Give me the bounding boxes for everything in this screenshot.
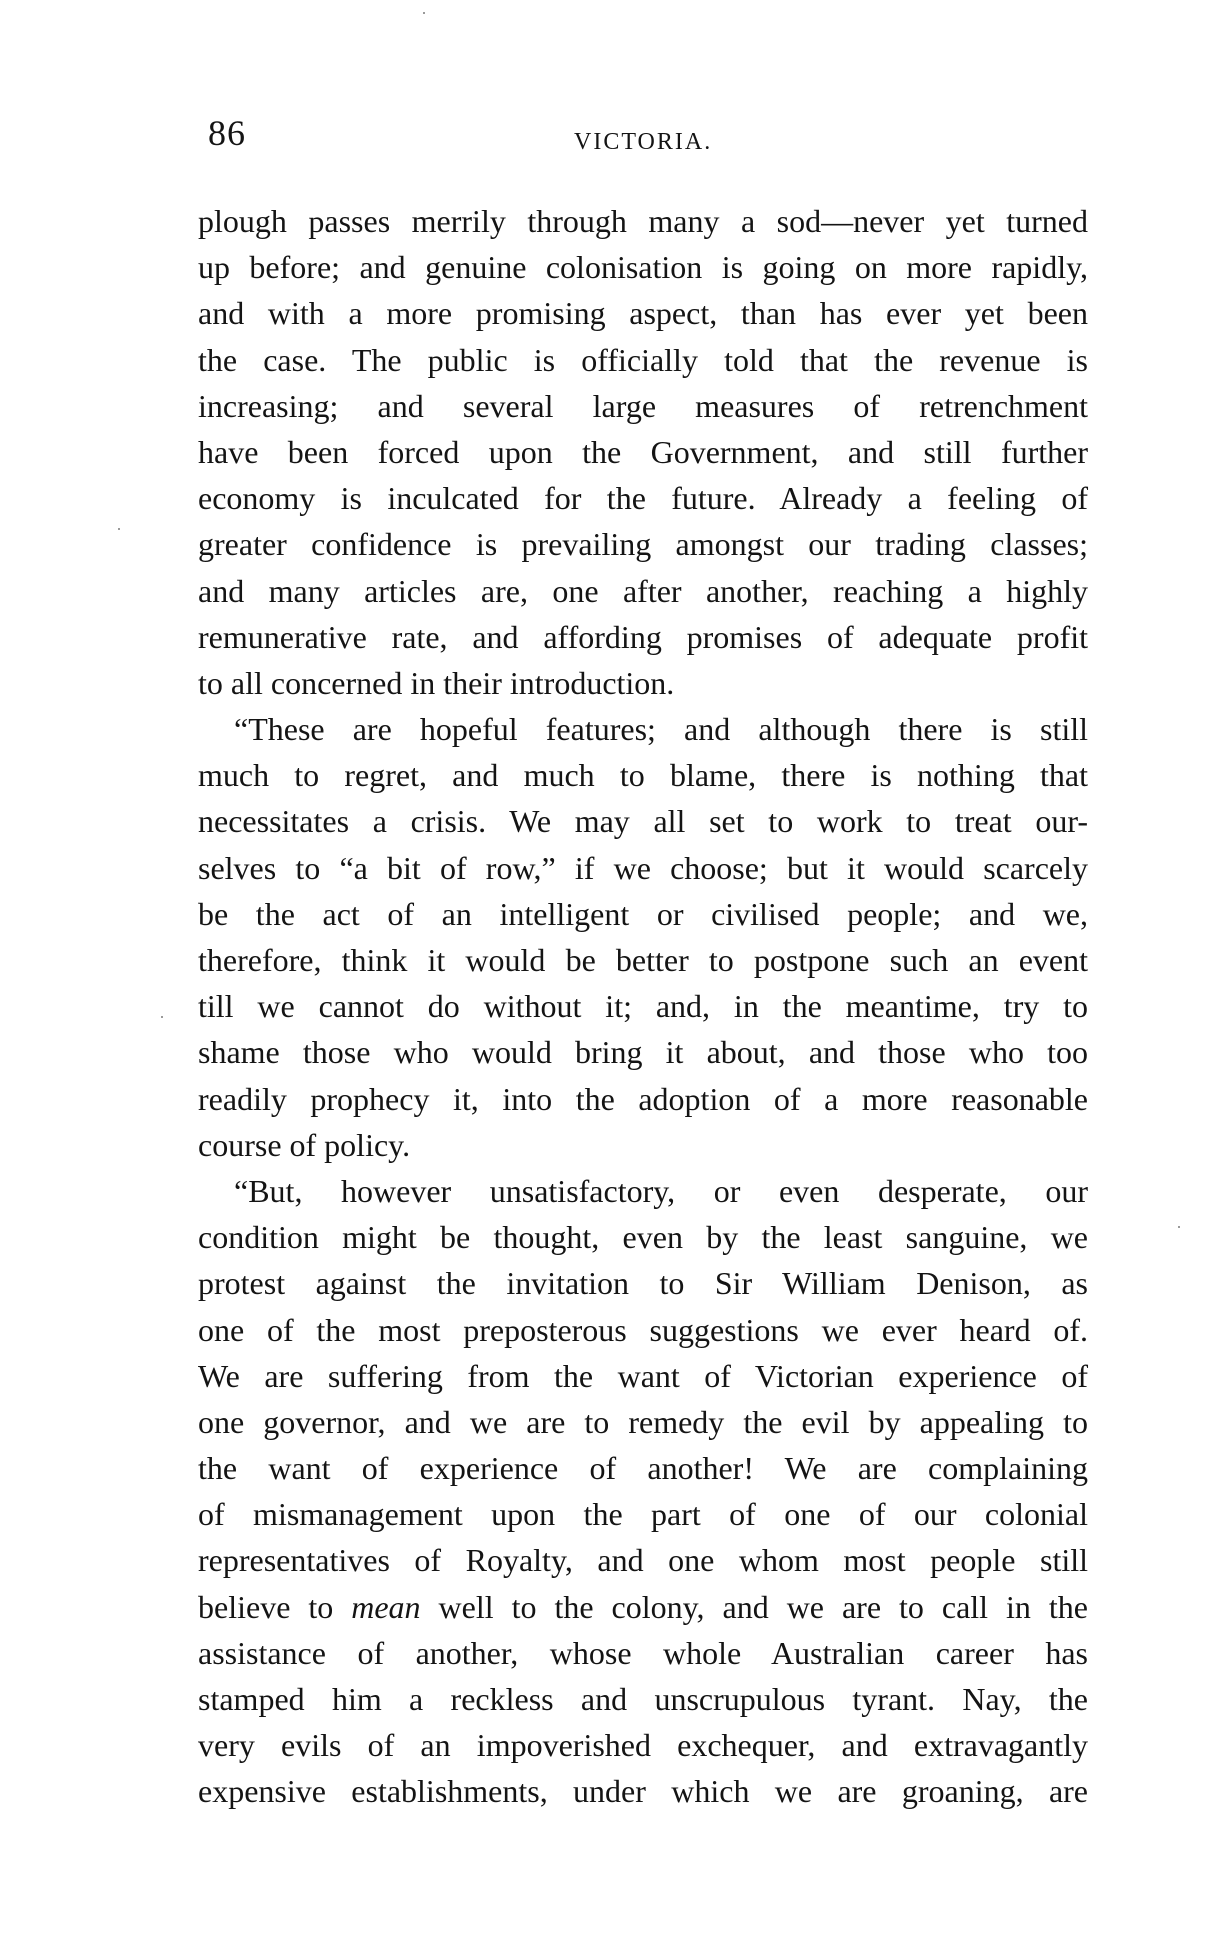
text-fragment: believe to — [198, 1588, 352, 1625]
scan-speck — [1178, 1226, 1180, 1228]
text-line: of mismanagement upon the part of one of our colonial — [198, 1496, 1088, 1533]
text-line: to all concerned in their introduction. — [198, 664, 675, 701]
text-line: stamped him a reckless and unscrupulous tyrant. Nay, the — [198, 1681, 1088, 1717]
text-line: shame those who would bring it about, and those who too — [198, 1034, 1088, 1071]
text-line: up before; and genuine colonisation is going on more rapidly, — [198, 249, 1088, 286]
text-line: necessitates a crisis. We may all set to work to treat our- — [198, 803, 1088, 840]
text-line: very evils of an impoverished exchequer, and extravagantly — [198, 1727, 1088, 1764]
text-line: greater confidence is prevailing amongst our trading classes; — [198, 526, 1088, 563]
text-line: till we cannot do without it; and, in the meantime, try to — [198, 988, 1088, 1025]
text-line: selves to “a bit of row,” if we choose; but it would scarcely — [198, 849, 1088, 886]
text-line: representatives of Royalty, and one whom most people still — [198, 1542, 1088, 1579]
body-text — [198, 198, 1088, 1815]
text-line: course of policy. — [198, 1126, 411, 1163]
page-number: 86 — [208, 113, 246, 153]
text-line — [198, 1584, 1088, 1630]
text-line: We are suffering from the want of Victorian experience of — [198, 1357, 1088, 1394]
text-line: and many articles are, one after another, reaching a highly — [198, 572, 1088, 609]
text-line: “But, however unsatisfactory, or even desperate, our — [234, 1172, 1088, 1209]
text-line: increasing; and several large measures of retrenchment — [198, 387, 1088, 424]
text-line: economy is inculcated for the future. Already a feeling of — [198, 480, 1088, 517]
emphasized-word: mean — [351, 1588, 421, 1625]
text-line: and with a more promising aspect, than has ever yet been — [198, 295, 1088, 332]
scan-speck — [118, 528, 120, 530]
text-fragment: well to the colony, and we are to call in the — [420, 1588, 1089, 1625]
text-line: assistance of another, whose whole Australian career has — [198, 1634, 1088, 1671]
text-line: be the act of an intelligent or civilised people; and we, — [198, 895, 1088, 932]
text-line: protest against the invitation to Sir William Denison, as — [198, 1265, 1088, 1302]
running-title: VICTORIA. — [574, 129, 713, 155]
text-line: remunerative rate, and affording promises of adequate profit — [198, 618, 1088, 655]
text-line: plough passes merrily through many a sod—never yet turned — [198, 203, 1088, 239]
text-line: have been forced upon the Government, and still further — [198, 433, 1088, 470]
text-line: the case. The public is officially told that the revenue is — [198, 341, 1088, 378]
text-line: readily prophecy it, into the adoption of a more reasonable — [198, 1080, 1088, 1117]
text-line: “These are hopeful features; and although there is still — [234, 711, 1088, 748]
scan-speck — [423, 12, 425, 14]
text-line: expensive establishments, under which we are groaning, are — [198, 1773, 1088, 1810]
text-line: one governor, and we are to remedy the evil by appealing to — [198, 1403, 1088, 1440]
text-line: much to regret, and much to blame, there is nothing that — [198, 757, 1088, 794]
text-line: therefore, think it would be better to postpone such an event — [198, 942, 1088, 978]
text-line: one of the most preposterous suggestions we ever heard of. — [198, 1311, 1088, 1348]
text-line: condition might be thought, even by the least sanguine, we — [198, 1219, 1088, 1256]
scan-speck — [161, 1016, 163, 1018]
text-line: the want of experience of another! We are complaining — [198, 1450, 1088, 1487]
